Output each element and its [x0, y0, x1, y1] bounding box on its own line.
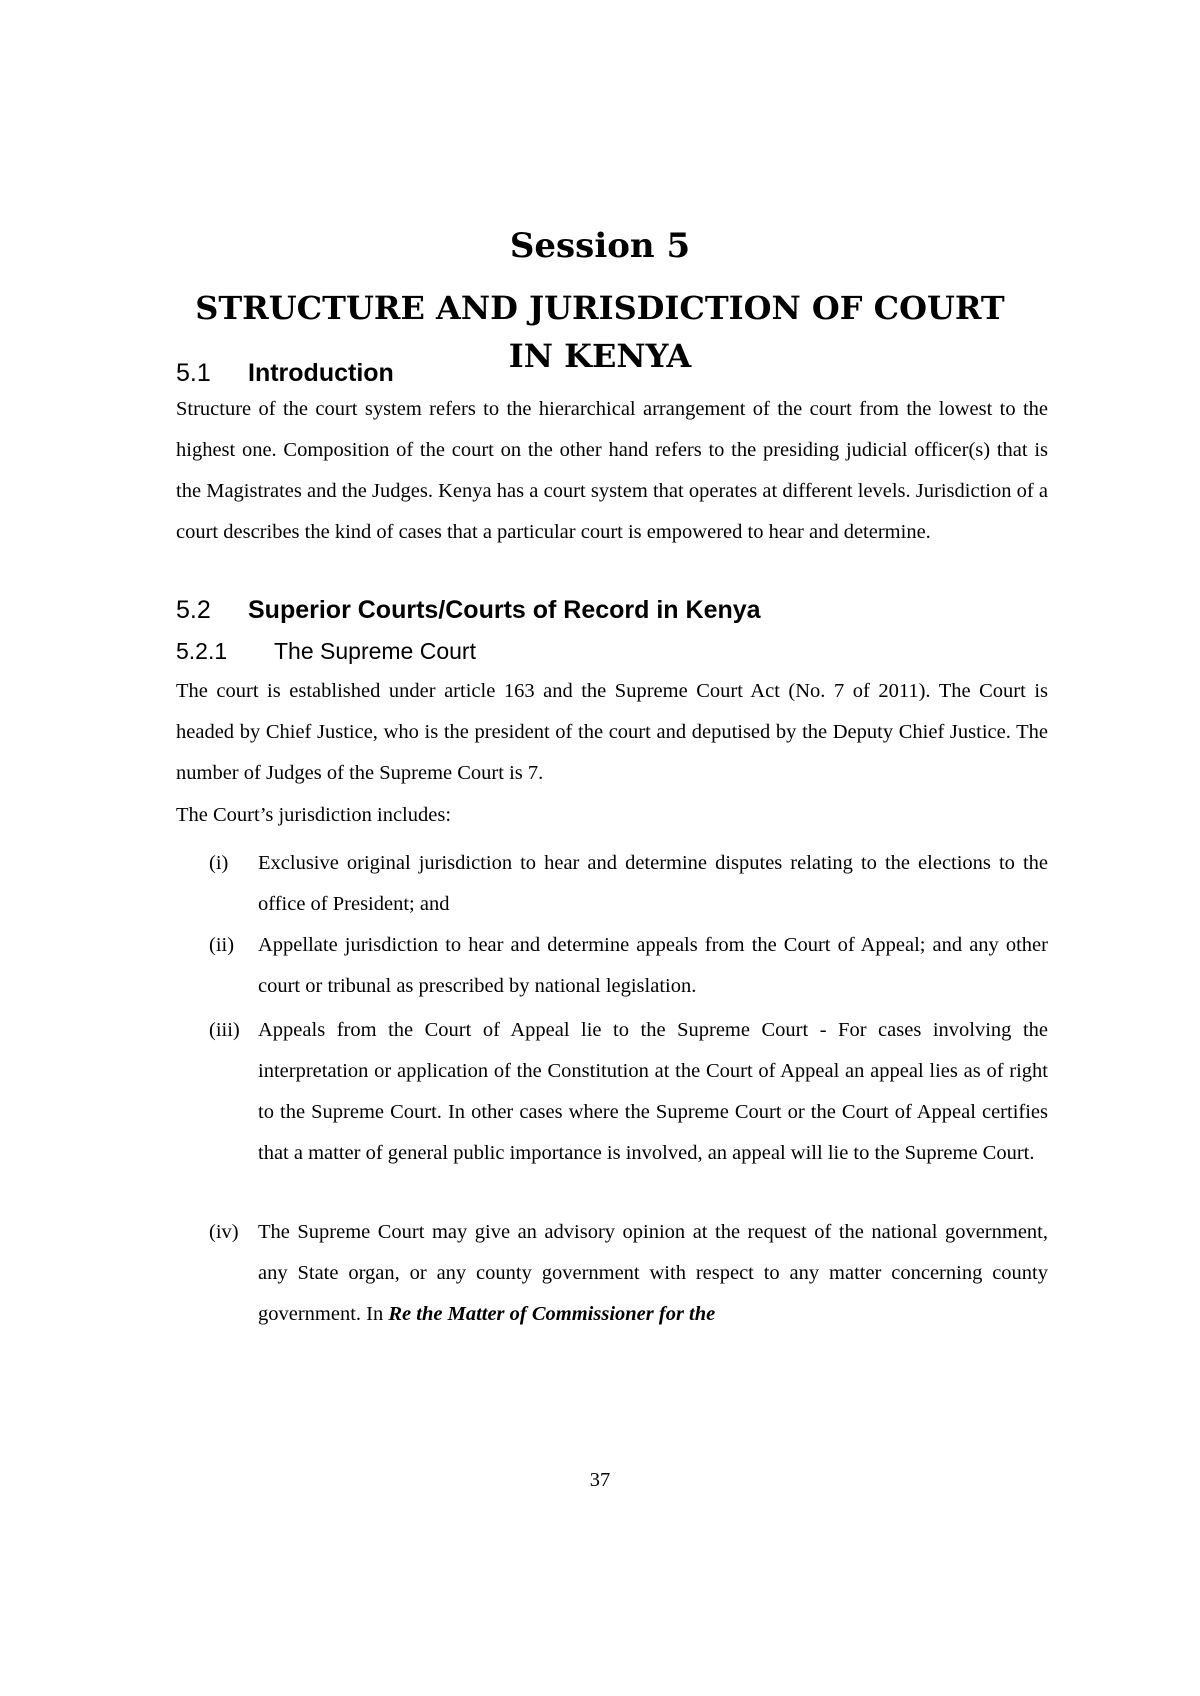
section-number: 5.1 [176, 359, 211, 387]
list-item-text: Exclusive original jurisdiction to hear and determine disputes relating to the elections to the office of President; and [258, 852, 1048, 915]
case-reference: Re the Matter of Commissioner for the [388, 1303, 716, 1325]
subsection-number: 5.2.1 [176, 638, 228, 664]
chapter-title: STRUCTURE AND JURISDICTION OF COURT IN KENYA [195, 289, 1005, 375]
list-item [176, 925, 1048, 1007]
section-title: Superior Courts/Courts of Record in Kenya [248, 596, 761, 624]
list-marker: (iii) [209, 1019, 240, 1041]
list-item [176, 1212, 1048, 1335]
list-item-text: Appellate jurisdiction to hear and determine appeals from the Court of Appeal; and any other court or tribunal as prescribed by national legislation. [258, 934, 1048, 997]
list-item-text [258, 1212, 1048, 1335]
list-item [176, 843, 1048, 925]
supreme-court-paragraph: The court is established under article 163 and the Supreme Court Act (No. 7 of 2011). The Court is headed by Chief Justice, who is the president of the court and deputised by the Deputy Chief Justice. The number of Judges of the Supreme Court is 7. [176, 680, 1048, 784]
list-item-text: Appeals from the Court of Appeal lie to the Supreme Court - For cases involving the interpretation or application of the Constitution at the Court of Appeal an appeal lies as of right to the Supreme Court. In other cases where the Supreme Court or the Court of Appeal certifies that a matter of general public importance is involved, an appeal will lie to the Supreme Court. [258, 1019, 1048, 1164]
list-item [176, 1010, 1048, 1174]
list-item-text-part: The Supreme Court may give an advisory opinion at the request of the national government, any State organ, or any county government with respect to any matter concerning county government. In [258, 1221, 1048, 1325]
list-marker: (iv) [209, 1221, 239, 1243]
section-heading-5-2 [176, 594, 761, 626]
introduction-paragraph: Structure of the court system refers to the hierarchical arrangement of the court from the lowest to the highest one. Composition of the court on the other hand refers to the presiding judicial officer(s) that is the Magistrates and the Judges. Kenya has a court system that operates at different levels. Jurisdiction of a court describes the kind of cases that a particular court is empowered to hear and determine. [176, 398, 1048, 543]
subsection-heading-5-2-1 [176, 636, 476, 666]
section-number: 5.2 [176, 596, 211, 624]
list-marker: (ii) [209, 934, 235, 956]
section-heading-5-1 [176, 357, 394, 389]
list-marker: (i) [209, 852, 229, 874]
jurisdiction-intro: The Court’s jurisdiction includes: [176, 804, 452, 826]
session-title: Session 5 [509, 226, 691, 266]
subsection-title: The Supreme Court [274, 638, 476, 664]
page-number: 37 [589, 1469, 611, 1491]
section-title: Introduction [248, 359, 394, 387]
